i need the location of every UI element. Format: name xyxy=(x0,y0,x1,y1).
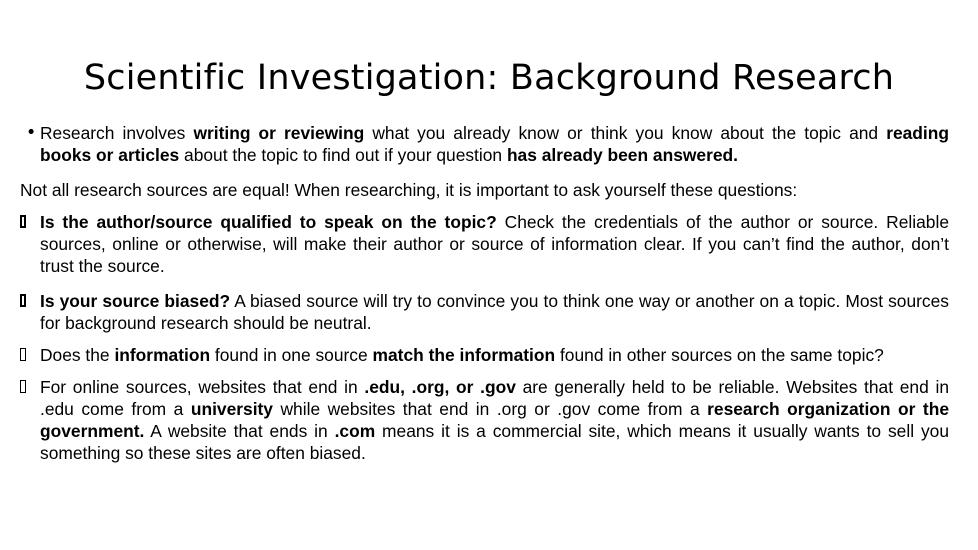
text-segment: For online sources, websites that end in xyxy=(40,377,365,397)
bold-segment: has already been answered. xyxy=(506,145,738,165)
checkbox-bullet-icon xyxy=(20,211,32,233)
bold-segment: Is your source biased? xyxy=(40,291,231,311)
text-segment: Research involves xyxy=(40,123,194,143)
text-segment: A biased source will try to convince you to think one way or another on a topic. Most sources for background research should be neutral. xyxy=(40,291,949,333)
checkbox-bullet-icon xyxy=(20,376,32,398)
intro-paragraph: Not all research sources are equal! When researching, it is important to ask yourself these questions: xyxy=(20,180,798,200)
bold-segment: .edu, .org, or .gov xyxy=(364,377,516,397)
text-segment: about the topic to find out if your question xyxy=(179,145,507,165)
slide-body xyxy=(20,122,949,464)
text-segment: are generally held to be reliable. Websites that end in .edu come from a xyxy=(40,377,949,419)
question-information-match xyxy=(20,344,949,366)
checkbox-bullet-icon xyxy=(20,290,32,312)
question-website-domains xyxy=(20,376,949,464)
bullet-marker: • xyxy=(26,123,37,143)
text-segment: Does the xyxy=(40,345,115,365)
text-segment: Check the credentials of the author or source. Reliable sources, online or otherwise, will make their author or source of information clear. If you can’t find the author, don’t trust the source. xyxy=(40,212,950,276)
bold-segment: Is the author/source qualified to speak on the topic? xyxy=(40,212,497,232)
text-segment: A website that ends in xyxy=(144,421,335,441)
text-segment: found in one source xyxy=(210,345,373,365)
question-author-qualified xyxy=(20,211,949,277)
question-source-biased xyxy=(20,290,949,334)
checkbox-bullet-icon xyxy=(20,344,32,366)
bold-segment: research organization or the government. xyxy=(40,399,949,441)
bullet-research-definition xyxy=(20,122,949,166)
slide-title: Scientific Investigation: Background Research xyxy=(83,58,895,98)
text-segment: while websites that end in .org or .gov come from a xyxy=(272,399,708,419)
text-segment: means it is a commercial site, which means it usually wants to sell you something so these sites are often biased. xyxy=(40,421,949,463)
bold-segment: information xyxy=(114,345,211,365)
bold-segment: match the information xyxy=(372,345,556,365)
bold-segment: reading books or articles xyxy=(40,123,949,165)
bold-segment: writing or reviewing xyxy=(193,123,365,143)
text-segment: what you already know or think you know about the topic and xyxy=(364,123,887,143)
text-segment: found in other sources on the same topic? xyxy=(555,345,884,365)
bold-segment: university xyxy=(190,399,273,419)
bold-segment: .com xyxy=(334,421,376,441)
